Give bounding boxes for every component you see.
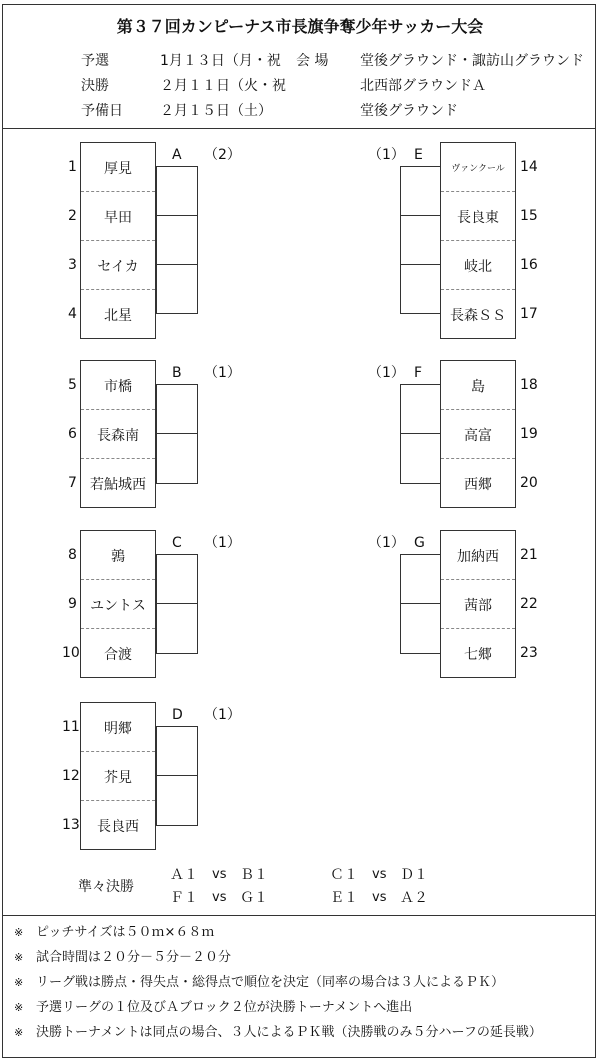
team-column bbox=[440, 360, 516, 508]
bracket-line bbox=[400, 433, 441, 434]
note-item bbox=[14, 974, 504, 992]
note-bullet: ※ bbox=[14, 1001, 24, 1014]
match-away: Ｄ１ bbox=[400, 867, 428, 883]
match-away: Ｇ１ bbox=[240, 890, 268, 906]
team-cell: 芥見 bbox=[104, 769, 132, 786]
team-number: 2 bbox=[68, 208, 77, 224]
team-cell: 高富 bbox=[464, 427, 492, 444]
group-qualifier-count: （1） bbox=[204, 365, 241, 381]
team-cell: ヴァンクール bbox=[451, 164, 505, 174]
group-label: G bbox=[414, 535, 425, 551]
team-cell: ユントス bbox=[90, 597, 146, 614]
team-cell: 長森ＳＳ bbox=[450, 307, 506, 324]
team-cell: 若鮎城西 bbox=[90, 476, 146, 493]
team-number: 11 bbox=[62, 719, 80, 735]
team-cell: セイカ bbox=[97, 258, 139, 275]
league-bracket bbox=[400, 554, 441, 654]
team-cell: 長良西 bbox=[97, 818, 139, 835]
group-label: E bbox=[414, 147, 423, 163]
note-item bbox=[14, 999, 412, 1017]
team-cell: 岐北 bbox=[464, 258, 492, 275]
team-column bbox=[80, 142, 156, 339]
match-home: Ｆ１ bbox=[170, 890, 198, 906]
team-cell: 明郷 bbox=[104, 720, 132, 737]
note-bullet: ※ bbox=[14, 951, 24, 964]
team-number: 4 bbox=[68, 306, 77, 322]
team-cell: 早田 bbox=[104, 209, 132, 226]
team-number: 18 bbox=[520, 377, 538, 393]
team-number: 22 bbox=[520, 596, 538, 612]
team-number: 9 bbox=[68, 596, 77, 612]
bracket-line bbox=[156, 215, 198, 216]
bracket-line bbox=[400, 603, 441, 604]
team-number: 21 bbox=[520, 547, 538, 563]
team-number: 14 bbox=[520, 159, 538, 175]
group-label: D bbox=[172, 707, 183, 723]
page-title: 第３７回カンピーナス市長旗争奪少年サッカー大会 bbox=[116, 17, 484, 36]
league-bracket bbox=[156, 554, 198, 654]
team-cell: 七郷 bbox=[464, 646, 492, 663]
bracket-line bbox=[156, 775, 198, 776]
team-number: 6 bbox=[68, 426, 77, 442]
match-home: Ａ１ bbox=[170, 867, 198, 883]
team-number: 19 bbox=[520, 426, 538, 442]
note-bullet: ※ bbox=[14, 1026, 24, 1039]
team-cell: 西郷 bbox=[464, 476, 492, 493]
schedule-label: 決勝 bbox=[81, 78, 109, 94]
note-item bbox=[14, 949, 231, 967]
team-number: 13 bbox=[62, 817, 80, 833]
team-number: 5 bbox=[68, 377, 77, 393]
team-number: 23 bbox=[520, 645, 538, 661]
note-text: リーグ戦は勝点・得失点・総得点で順位を決定（同率の場合は３人によるＰＫ） bbox=[36, 975, 505, 990]
team-cell: 北星 bbox=[104, 307, 132, 324]
team-number: 16 bbox=[520, 257, 538, 273]
team-number: 10 bbox=[62, 645, 80, 661]
bracket-line bbox=[156, 603, 198, 604]
team-number: 12 bbox=[62, 768, 80, 784]
league-bracket bbox=[156, 384, 198, 484]
league-bracket bbox=[400, 384, 441, 484]
team-column bbox=[440, 530, 516, 678]
league-bracket bbox=[156, 726, 198, 826]
schedule-date: ２月１５日（土） bbox=[160, 103, 272, 119]
schedule-venue: 北西部グラウンドＡ bbox=[360, 78, 486, 94]
group-label: B bbox=[172, 365, 182, 381]
note-text: 試合時間は２０分－５分－２０分 bbox=[36, 950, 232, 965]
bracket-line bbox=[400, 264, 441, 265]
team-cell: 合渡 bbox=[104, 646, 132, 663]
schedule-date: 1月１３日（月・祝 bbox=[160, 53, 281, 69]
match-vs: vs bbox=[372, 890, 387, 905]
team-number: 17 bbox=[520, 306, 538, 322]
bracket-line bbox=[156, 433, 198, 434]
note-text: 予選リーグの１位及びＡブロック２位が決勝トーナメントへ進出 bbox=[36, 1000, 413, 1015]
notes-divider bbox=[2, 915, 596, 916]
bracket-line bbox=[156, 264, 198, 265]
match-vs: vs bbox=[212, 890, 227, 905]
team-cell: 長良東 bbox=[457, 209, 499, 226]
group-label: C bbox=[172, 535, 182, 551]
header-divider bbox=[2, 128, 596, 129]
quarterfinal-label: 準々決勝 bbox=[78, 879, 134, 895]
note-item bbox=[14, 924, 214, 942]
note-bullet: ※ bbox=[14, 926, 24, 939]
team-number: 3 bbox=[68, 257, 77, 273]
team-cell: 市橋 bbox=[104, 378, 132, 395]
team-column bbox=[80, 530, 156, 678]
note-item bbox=[14, 1024, 542, 1042]
league-bracket bbox=[156, 166, 198, 314]
team-column bbox=[440, 142, 516, 339]
note-bullet: ※ bbox=[14, 976, 24, 989]
schedule-venue: 堂後グラウンド bbox=[360, 103, 458, 119]
team-number: 15 bbox=[520, 208, 538, 224]
league-bracket bbox=[400, 166, 441, 314]
team-cell: 加納西 bbox=[457, 548, 499, 565]
team-cell: 長森南 bbox=[97, 427, 139, 444]
team-number: 20 bbox=[520, 475, 538, 491]
team-cell: 厚見 bbox=[104, 160, 132, 177]
group-qualifier-count: （2） bbox=[204, 147, 241, 163]
group-label: A bbox=[172, 147, 182, 163]
note-text: 決勝トーナメントは同点の場合、３人によるＰＫ戦（決勝戦のみ５分ハーフの延長戦） bbox=[36, 1025, 542, 1040]
schedule-label: 予選 bbox=[81, 53, 109, 69]
group-qualifier-count: （1） bbox=[368, 365, 405, 381]
match-home: Ｃ１ bbox=[330, 867, 358, 883]
team-column bbox=[80, 702, 156, 850]
team-number: 8 bbox=[68, 547, 77, 563]
team-cell: 島 bbox=[471, 378, 485, 395]
group-qualifier-count: （1） bbox=[368, 535, 405, 551]
group-qualifier-count: （1） bbox=[204, 535, 241, 551]
team-cell: 茜部 bbox=[464, 597, 492, 614]
note-text: ピッチサイズは５０ｍ×６８ｍ bbox=[36, 925, 215, 940]
schedule-venue: 堂後グラウンド・諏訪山グラウンド bbox=[360, 53, 584, 69]
team-number: 1 bbox=[68, 159, 77, 175]
match-vs: vs bbox=[212, 867, 227, 882]
match-vs: vs bbox=[372, 867, 387, 882]
schedule-label: 予備日 bbox=[81, 103, 123, 119]
group-label: F bbox=[414, 365, 423, 381]
team-cell: 鶉 bbox=[111, 548, 125, 565]
schedule-date: ２月１１日（火・祝 bbox=[160, 78, 286, 94]
team-column bbox=[80, 360, 156, 508]
venue-label: 会 場 bbox=[296, 53, 329, 69]
group-qualifier-count: （1） bbox=[368, 147, 405, 163]
match-away: Ａ２ bbox=[400, 890, 428, 906]
group-qualifier-count: （1） bbox=[204, 707, 241, 723]
match-home: Ｅ１ bbox=[330, 890, 358, 906]
bracket-line bbox=[400, 215, 441, 216]
match-away: Ｂ１ bbox=[240, 867, 268, 883]
team-number: 7 bbox=[68, 475, 77, 491]
